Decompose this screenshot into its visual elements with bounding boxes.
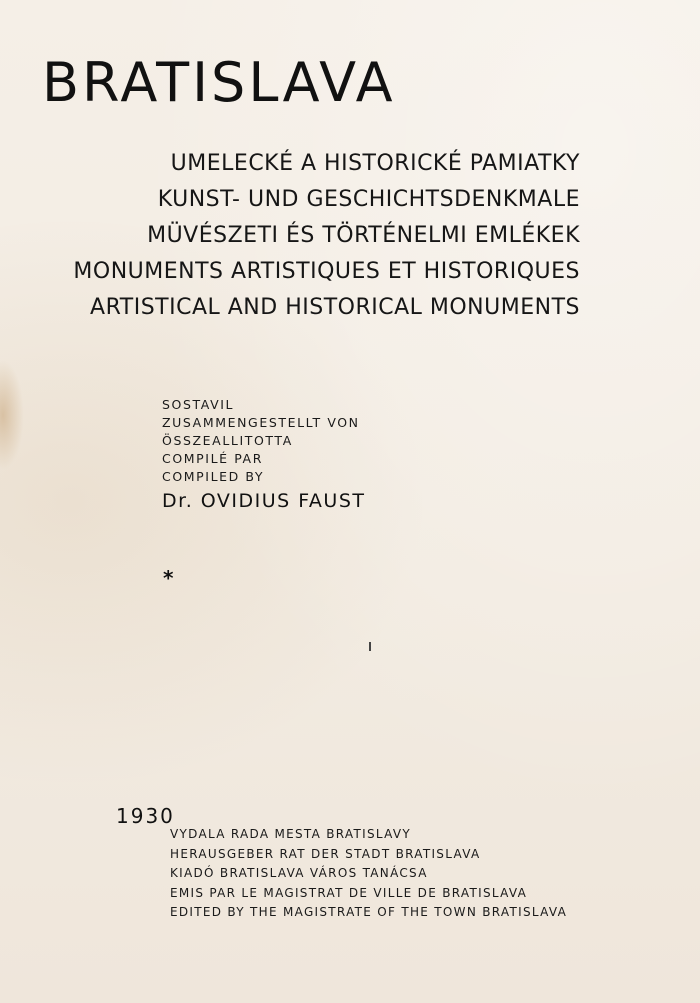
publisher-line: EMIS PAR LE MAGISTRAT DE VILLE DE BRATISLAVA bbox=[170, 885, 528, 900]
author-name: Dr. OVIDIUS FAUST bbox=[162, 490, 366, 512]
paper-mark bbox=[369, 642, 371, 651]
subtitle-line: MONUMENTS ARTISTIQUES ET HISTORIQUES bbox=[73, 259, 580, 284]
publisher-line: EDITED BY THE MAGISTRATE OF THE TOWN BRATISLAVA bbox=[170, 905, 568, 919]
paper-stain bbox=[0, 360, 24, 470]
publisher-line: HERAUSGEBER RAT DER STADT BRATISLAVA bbox=[170, 846, 481, 861]
subtitle-line: KUNST- UND GESCHICHTSDENKMALE bbox=[157, 187, 580, 212]
compiled-by-line: COMPILED BY bbox=[162, 469, 265, 484]
publisher-line: VYDALA RADA MESTA BRATISLAVY bbox=[170, 827, 412, 841]
compiled-by-line: ZUSAMMENGESTELLT VON bbox=[162, 415, 360, 430]
book-title: BRATISLAVA bbox=[42, 51, 396, 114]
compiled-by-line: ÖSSZEALLITOTTA bbox=[162, 433, 293, 448]
compiled-by-line: SOSTAVIL bbox=[162, 397, 235, 412]
compiled-by-block bbox=[162, 396, 360, 486]
asterisk-ornament-icon: * bbox=[163, 566, 174, 590]
publisher-block bbox=[170, 825, 567, 923]
subtitle-block bbox=[40, 146, 580, 326]
compiled-by-line: COMPILÉ PAR bbox=[162, 451, 263, 466]
publication-year: 1930 bbox=[116, 804, 175, 828]
subtitle-line: UMELECKÉ A HISTORICKÉ PAMIATKY bbox=[170, 151, 580, 176]
subtitle-line: ARTISTICAL AND HISTORICAL MONUMENTS bbox=[90, 295, 580, 320]
subtitle-line: MÜVÉSZETI ÉS TÖRTÉNELMI EMLÉKEK bbox=[147, 223, 580, 248]
publisher-line: KIADÓ BRATISLAVA VÁROS TANÁCSA bbox=[170, 866, 428, 880]
